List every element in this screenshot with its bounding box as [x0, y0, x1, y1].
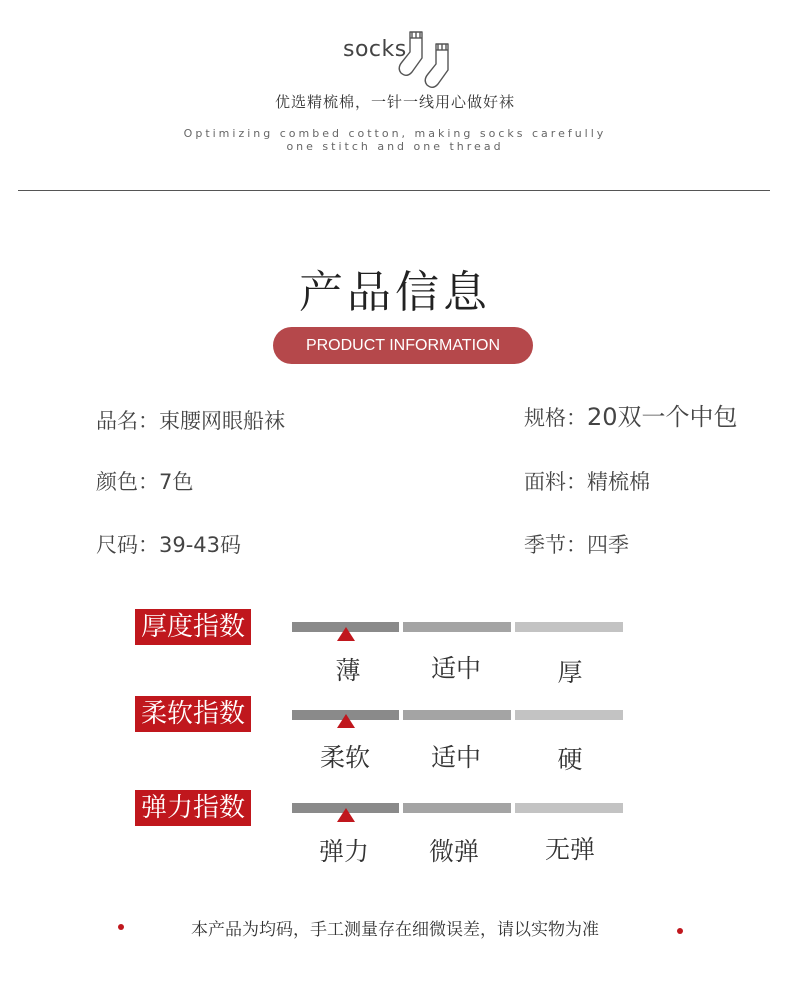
tagline-english-line2: one stitch and one thread: [286, 140, 504, 153]
softness-level-3: 硬: [557, 745, 583, 774]
info-size-label: 尺码：: [96, 533, 159, 557]
info-size: [96, 529, 241, 559]
elasticity-level-3: 无弹: [544, 835, 595, 864]
elasticity-level-2: 微弹: [428, 837, 479, 866]
info-material: [524, 466, 650, 496]
thickness-bar-segment-2: [403, 622, 511, 632]
elasticity-marker-icon: [337, 808, 355, 822]
softness-bar-segment-3: [515, 710, 623, 720]
section-title: 产品信息: [299, 267, 491, 318]
thickness-marker-icon: [337, 627, 355, 641]
info-season-label: 季节：: [524, 533, 587, 557]
tagline-english-line1: Optimizing combed cotton, making socks carefully: [183, 127, 607, 140]
elasticity-bar-segment-2: [403, 803, 511, 813]
info-material-value: 精梳棉: [587, 470, 650, 494]
elasticity-index-label: 弹力指数: [135, 790, 251, 826]
info-color: [96, 466, 193, 496]
info-season-value: 四季: [587, 533, 629, 557]
info-season: [524, 529, 629, 559]
footer-dot-right: [677, 928, 683, 934]
brand-word: socks: [343, 37, 407, 62]
elasticity-bar-segment-3: [515, 803, 623, 813]
section-subtitle-pill: PRODUCT INFORMATION: [273, 327, 533, 364]
info-spec-value: 20双一个中包: [587, 403, 738, 431]
sock-pair-icon: [398, 28, 456, 90]
thickness-bar-segment-3: [515, 622, 623, 632]
info-spec: [524, 397, 738, 432]
thickness-level-2: 适中: [430, 654, 481, 683]
info-size-value: 39-43码: [159, 533, 242, 557]
header-divider: [18, 190, 770, 191]
thickness-level-3: 厚: [557, 658, 583, 687]
info-name-value: 束腰网眼船袜: [159, 409, 285, 433]
thickness-index-label: 厚度指数: [135, 609, 251, 645]
info-name-label: 品名：: [96, 409, 159, 433]
brand-header: [0, 18, 790, 82]
tagline-chinese: 优选精梳棉，一针一线用心做好袜: [274, 93, 515, 111]
footer-note: 本产品为均码，手工测量存在细微误差，请以实物为准: [191, 920, 599, 940]
softness-bar-segment-2: [403, 710, 511, 720]
info-name: [96, 405, 285, 435]
elasticity-level-1: 弹力: [318, 837, 369, 866]
info-spec-label: 规格：: [524, 406, 587, 430]
info-material-label: 面料：: [524, 470, 587, 494]
info-color-value: 7色: [159, 470, 194, 494]
softness-level-2: 适中: [430, 743, 481, 772]
softness-level-1: 柔软: [319, 743, 370, 772]
softness-index-label: 柔软指数: [135, 696, 251, 732]
info-color-label: 颜色：: [96, 470, 159, 494]
softness-marker-icon: [337, 714, 355, 728]
thickness-level-1: 薄: [335, 656, 361, 685]
